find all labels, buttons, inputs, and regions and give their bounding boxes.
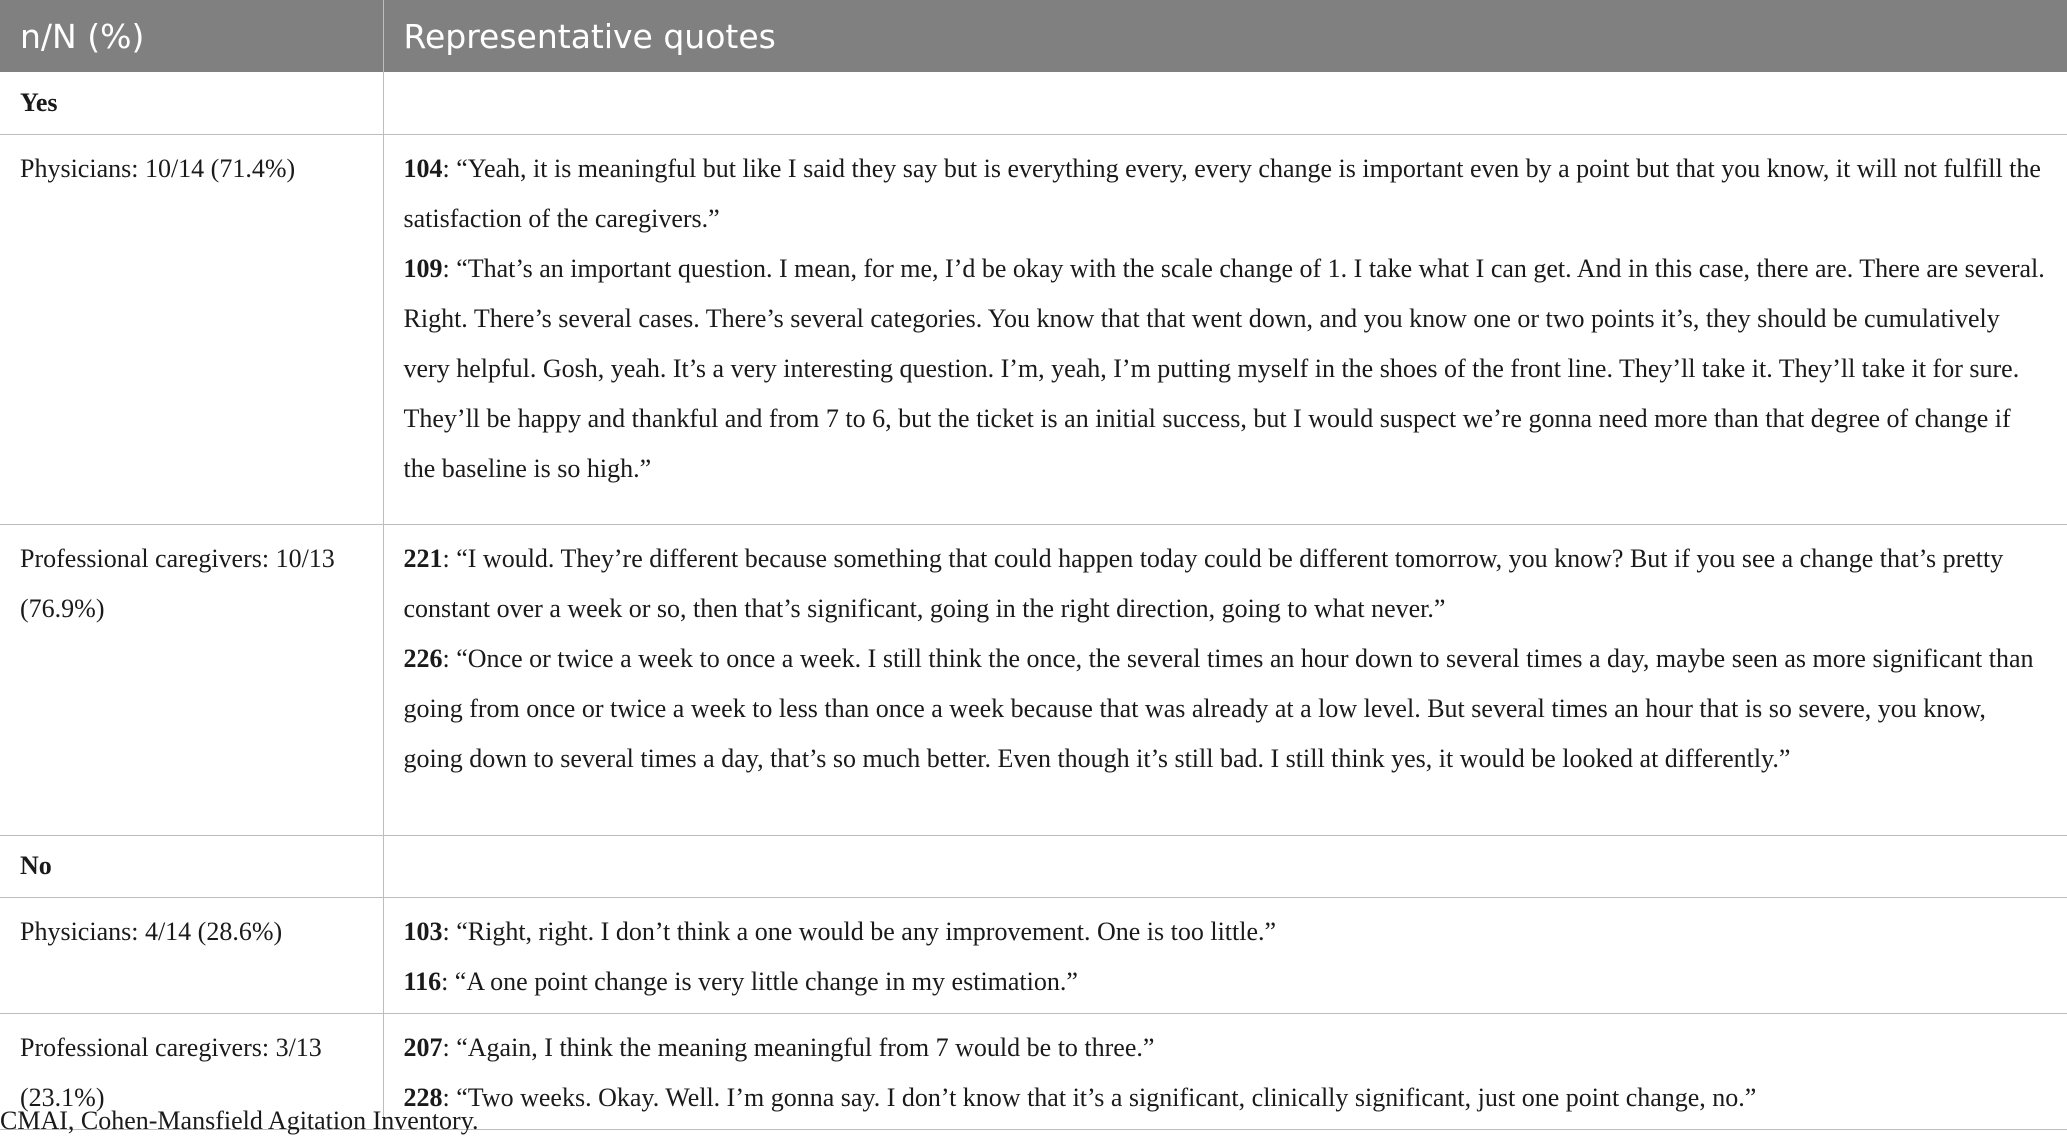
group-empty-cell: [383, 835, 2067, 897]
quote-text: : “That’s an important question. I mean, for me, I’d be okay with the scale change of 1. I take what I can get. And in this case, there are. There are several. Right. There’s several cases. There’s several categories. You know that that went down, and you know one or two points it’s, they should be cumulatively very helpful. Gosh, yeah. It’s a very interesting question. I’m, yeah, I’m putting myself in the shoes of the front line. They’ll take it. They’ll take it for sure. They’ll be happy and thankful and from 7 to 6, but the ticket is an initial success, but I would suspect we’re gonna need more than that degree of change if the baseline is so high.”: [403, 253, 2045, 483]
quotes-cell: [383, 897, 2067, 1013]
quote: [404, 957, 2048, 1007]
table-row: [0, 897, 2067, 1013]
role-cell: Professional caregivers: 3/13 (23.1%): [0, 1013, 383, 1129]
role-cell: Professional caregivers: 10/13 (76.9%): [0, 524, 383, 835]
quote: [404, 1023, 2048, 1073]
quote-id: 116: [403, 966, 442, 996]
quotes-cell: [383, 134, 2067, 524]
column-header-nn-percent: n/N (%): [0, 0, 383, 72]
quote: [404, 1073, 2048, 1123]
quote-id: 228: [403, 1082, 443, 1112]
quote-text: : “Once or twice a week to once a week. I still think the once, the several times an hour down to several times a day, maybe seen as more significant than going from once or twice a week to less than once a week because that was already at a low level. But several times an hour that is so severe, you know, going down to several times a day, that’s so much better. Even though it’s still bad. I still think yes, it would be looked at differently.”: [403, 643, 2034, 773]
table-row: [0, 134, 2067, 524]
role-cell: Physicians: 10/14 (71.4%): [0, 134, 383, 524]
quote-id: 103: [403, 916, 443, 946]
quote-text: : “Right, right. I don’t think a one would be any improvement. One is too little.”: [442, 916, 1277, 946]
group-row-yes: [0, 72, 2067, 134]
quotes-cell: [383, 524, 2067, 835]
group-row-no: [0, 835, 2067, 897]
table-row: [0, 524, 2067, 835]
quote: [404, 144, 2048, 244]
quote-text: : “A one point change is very little change in my estimation.”: [441, 966, 1078, 996]
header-row: [0, 0, 2067, 72]
group-label: Yes: [0, 72, 383, 134]
quote-text: : “I would. They’re different because something that could happen today could be different tomorrow, you know? But if you see a change that’s pretty constant over a week or so, then that’s significant, going in the right direction, going to what never.”: [403, 543, 2004, 623]
column-header-quotes: Representative quotes: [383, 0, 2067, 72]
quote: [404, 907, 2048, 957]
quote-text: : “Two weeks. Okay. Well. I’m gonna say. I don’t know that it’s a significant, clinically significant, just one point change, no.”: [442, 1082, 1757, 1112]
role-cell: Physicians: 4/14 (28.6%): [0, 897, 383, 1013]
quote-id: 221: [403, 543, 443, 573]
group-empty-cell: [383, 72, 2067, 134]
quote-id: 104: [403, 153, 443, 183]
quote-id: 226: [403, 643, 443, 673]
quote-text: : “Again, I think the meaning meaningful from 7 would be to three.”: [442, 1032, 1155, 1062]
quotes-cell: [383, 1013, 2067, 1129]
quote-id: 207: [403, 1032, 443, 1062]
quote: [404, 244, 2048, 494]
quote: [404, 534, 2048, 634]
table-footnote: CMAI, Cohen-Mansfield Agitation Inventory.: [0, 1106, 479, 1135]
quote-text: : “Yeah, it is meaningful but like I said they say but is everything every, every change is important even by a point but that you know, it will not fulfill the satisfaction of the caregivers.”: [403, 153, 2041, 233]
quote-id: 109: [403, 253, 443, 283]
group-label: No: [0, 835, 383, 897]
quote: [404, 634, 2048, 784]
